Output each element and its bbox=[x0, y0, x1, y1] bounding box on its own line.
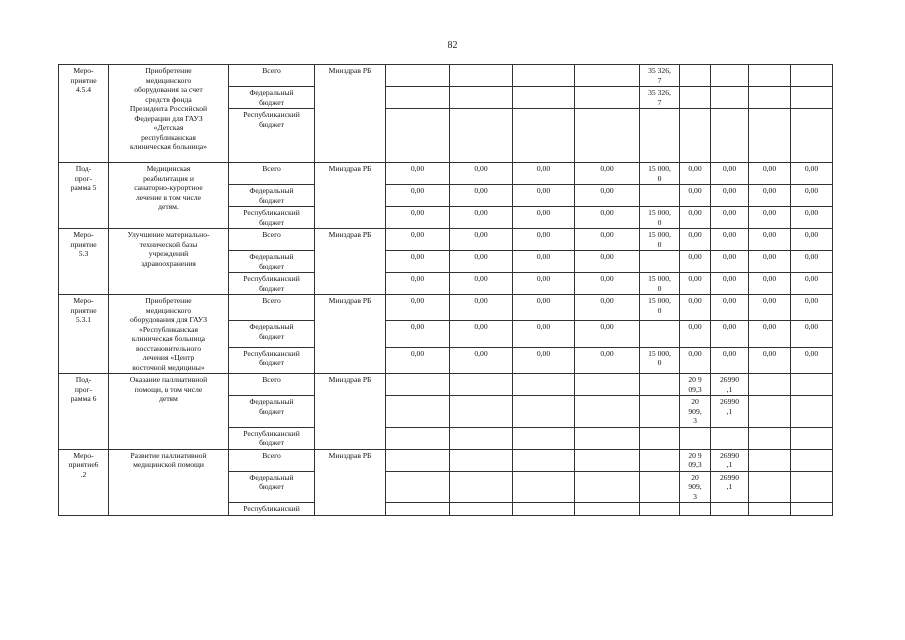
value-cell: 0,00 bbox=[450, 163, 513, 185]
value-cell bbox=[640, 503, 680, 516]
value-cell: 0,00 bbox=[450, 207, 513, 229]
executor: Минздрав РБ bbox=[315, 374, 386, 450]
funding-source: Всего bbox=[229, 229, 315, 251]
value-cell: 20 909, 3 bbox=[680, 396, 711, 428]
value-cell: 0,00 bbox=[450, 295, 513, 321]
value-cell bbox=[386, 471, 450, 503]
value-cell: 0,00 bbox=[680, 207, 711, 229]
item-code: Под- прог- рамма 6 bbox=[59, 374, 109, 450]
funding-source: Республиканский бюджет bbox=[229, 273, 315, 295]
value-cell bbox=[513, 109, 575, 163]
value-cell bbox=[749, 65, 791, 87]
value-cell bbox=[386, 87, 450, 109]
value-cell: 0,00 bbox=[680, 163, 711, 185]
value-cell: 0,00 bbox=[711, 347, 749, 373]
value-cell: 0,00 bbox=[386, 229, 450, 251]
value-cell: 15 000, 0 bbox=[640, 295, 680, 321]
value-cell: 0,00 bbox=[711, 229, 749, 251]
funding-source: Всего bbox=[229, 374, 315, 396]
value-cell bbox=[450, 503, 513, 516]
value-cell: 0,00 bbox=[513, 163, 575, 185]
value-cell: 0,00 bbox=[749, 229, 791, 251]
value-cell: 15 000, 0 bbox=[640, 229, 680, 251]
value-cell: 0,00 bbox=[513, 207, 575, 229]
funding-source: Федеральный бюджет bbox=[229, 471, 315, 503]
funding-source: Республиканский bbox=[229, 503, 315, 516]
table-row bbox=[59, 163, 833, 185]
value-cell bbox=[450, 87, 513, 109]
table-row bbox=[59, 374, 833, 396]
value-cell: 26990 ,1 bbox=[711, 374, 749, 396]
item-code: Меро- приятие 5.3.1 bbox=[59, 295, 109, 374]
value-cell bbox=[575, 427, 640, 449]
value-cell: 0,00 bbox=[711, 321, 749, 347]
value-cell: 20 9 09,3 bbox=[680, 449, 711, 471]
value-cell bbox=[386, 427, 450, 449]
value-cell bbox=[386, 65, 450, 87]
value-cell: 0,00 bbox=[749, 273, 791, 295]
value-cell: 0,00 bbox=[791, 163, 833, 185]
value-cell: 0,00 bbox=[513, 273, 575, 295]
funding-source: Федеральный бюджет bbox=[229, 251, 315, 273]
value-cell: 0,00 bbox=[513, 229, 575, 251]
value-cell: 0,00 bbox=[386, 207, 450, 229]
value-cell bbox=[513, 65, 575, 87]
value-cell bbox=[749, 503, 791, 516]
executor: Минздрав РБ bbox=[315, 65, 386, 163]
value-cell: 0,00 bbox=[575, 273, 640, 295]
value-cell bbox=[640, 471, 680, 503]
value-cell bbox=[749, 87, 791, 109]
value-cell: 0,00 bbox=[680, 273, 711, 295]
value-cell: 0,00 bbox=[450, 251, 513, 273]
value-cell bbox=[450, 374, 513, 396]
funding-source: Федеральный бюджет bbox=[229, 185, 315, 207]
value-cell: 0,00 bbox=[791, 347, 833, 373]
item-name: Улучшение материально- технической базы учреждений здравоохранения bbox=[109, 229, 229, 295]
executor: Минздрав РБ bbox=[315, 449, 386, 515]
value-cell: 0,00 bbox=[386, 185, 450, 207]
value-cell bbox=[791, 87, 833, 109]
value-cell: 0,00 bbox=[680, 229, 711, 251]
value-cell bbox=[386, 449, 450, 471]
value-cell bbox=[640, 396, 680, 428]
value-cell bbox=[791, 109, 833, 163]
executor: Минздрав РБ bbox=[315, 163, 386, 229]
value-cell: 0,00 bbox=[749, 295, 791, 321]
value-cell bbox=[791, 471, 833, 503]
value-cell bbox=[791, 503, 833, 516]
value-cell bbox=[513, 471, 575, 503]
value-cell: 0,00 bbox=[386, 163, 450, 185]
value-cell bbox=[575, 109, 640, 163]
value-cell: 0,00 bbox=[513, 347, 575, 373]
value-cell bbox=[711, 65, 749, 87]
value-cell bbox=[749, 471, 791, 503]
value-cell: 0,00 bbox=[791, 321, 833, 347]
value-cell bbox=[386, 374, 450, 396]
value-cell bbox=[680, 109, 711, 163]
value-cell: 20 909, 3 bbox=[680, 471, 711, 503]
item-name: Оказание паллиативной помощи, в том числе детям bbox=[109, 374, 229, 450]
value-cell bbox=[640, 427, 680, 449]
value-cell bbox=[791, 449, 833, 471]
value-cell bbox=[680, 87, 711, 109]
funding-source: Федеральный бюджет bbox=[229, 87, 315, 109]
value-cell: 0,00 bbox=[749, 347, 791, 373]
value-cell: 0,00 bbox=[749, 163, 791, 185]
funding-source: Республиканский бюджет bbox=[229, 347, 315, 373]
value-cell bbox=[450, 449, 513, 471]
value-cell: 0,00 bbox=[575, 163, 640, 185]
value-cell: 15 000, 0 bbox=[640, 207, 680, 229]
value-cell bbox=[680, 65, 711, 87]
value-cell bbox=[640, 374, 680, 396]
value-cell: 0,00 bbox=[711, 185, 749, 207]
value-cell: 0,00 bbox=[711, 207, 749, 229]
value-cell bbox=[386, 396, 450, 428]
item-code: Меро- приятие6 .2 bbox=[59, 449, 109, 515]
table-row bbox=[59, 295, 833, 321]
value-cell bbox=[791, 374, 833, 396]
value-cell: 0,00 bbox=[680, 295, 711, 321]
value-cell bbox=[680, 503, 711, 516]
item-name: Медицинская реабилитация и санаторно-курортное лечение в том числе детям. bbox=[109, 163, 229, 229]
value-cell bbox=[791, 396, 833, 428]
value-cell bbox=[450, 427, 513, 449]
value-cell: 0,00 bbox=[575, 229, 640, 251]
value-cell: 0,00 bbox=[711, 273, 749, 295]
value-cell bbox=[749, 427, 791, 449]
funding-source: Всего bbox=[229, 65, 315, 87]
funding-source: Республиканский бюджет bbox=[229, 427, 315, 449]
value-cell bbox=[450, 396, 513, 428]
value-cell: 0,00 bbox=[450, 321, 513, 347]
item-name: Приобретение медицинского оборудования за счет средств фонда Президента Российской Федерации для ГАУЗ «Детская республиканская клиническая больница» bbox=[109, 65, 229, 163]
table-body bbox=[59, 65, 833, 516]
value-cell bbox=[575, 449, 640, 471]
budget-table bbox=[58, 64, 833, 516]
value-cell: 0,00 bbox=[749, 321, 791, 347]
value-cell bbox=[575, 87, 640, 109]
value-cell bbox=[640, 185, 680, 207]
value-cell bbox=[711, 503, 749, 516]
value-cell: 0,00 bbox=[450, 347, 513, 373]
value-cell: 0,00 bbox=[749, 185, 791, 207]
funding-source: Республиканский бюджет bbox=[229, 109, 315, 163]
table-row bbox=[59, 229, 833, 251]
value-cell bbox=[640, 109, 680, 163]
value-cell bbox=[575, 374, 640, 396]
value-cell: 0,00 bbox=[680, 251, 711, 273]
value-cell: 26990 ,1 bbox=[711, 449, 749, 471]
value-cell: 0,00 bbox=[711, 295, 749, 321]
value-cell bbox=[513, 87, 575, 109]
funding-source: Республиканский бюджет bbox=[229, 207, 315, 229]
value-cell bbox=[640, 251, 680, 273]
value-cell: 0,00 bbox=[513, 295, 575, 321]
value-cell: 26990 ,1 bbox=[711, 471, 749, 503]
value-cell: 0,00 bbox=[575, 251, 640, 273]
item-name: Развитие паллиативной медицинской помощи bbox=[109, 449, 229, 515]
value-cell: 0,00 bbox=[513, 321, 575, 347]
value-cell bbox=[791, 65, 833, 87]
value-cell bbox=[640, 321, 680, 347]
value-cell: 15 000, 0 bbox=[640, 273, 680, 295]
value-cell: 0,00 bbox=[386, 273, 450, 295]
value-cell: 0,00 bbox=[575, 295, 640, 321]
value-cell: 0,00 bbox=[386, 251, 450, 273]
value-cell bbox=[749, 374, 791, 396]
value-cell: 0,00 bbox=[386, 347, 450, 373]
value-cell: 0,00 bbox=[513, 185, 575, 207]
funding-source: Всего bbox=[229, 295, 315, 321]
value-cell bbox=[450, 109, 513, 163]
executor: Минздрав РБ bbox=[315, 295, 386, 374]
value-cell: 20 9 09,3 bbox=[680, 374, 711, 396]
funding-source: Федеральный бюджет bbox=[229, 321, 315, 347]
value-cell bbox=[711, 427, 749, 449]
item-code: Меро- приятие 4.5.4 bbox=[59, 65, 109, 163]
value-cell bbox=[749, 396, 791, 428]
value-cell: 0,00 bbox=[575, 347, 640, 373]
value-cell: 0,00 bbox=[791, 229, 833, 251]
value-cell: 0,00 bbox=[791, 207, 833, 229]
value-cell bbox=[711, 87, 749, 109]
value-cell: 0,00 bbox=[575, 321, 640, 347]
value-cell: 0,00 bbox=[680, 321, 711, 347]
value-cell bbox=[386, 109, 450, 163]
value-cell bbox=[513, 503, 575, 516]
value-cell bbox=[711, 109, 749, 163]
value-cell bbox=[749, 109, 791, 163]
value-cell bbox=[386, 503, 450, 516]
value-cell bbox=[513, 427, 575, 449]
value-cell: 0,00 bbox=[575, 185, 640, 207]
table-row bbox=[59, 449, 833, 471]
value-cell: 15 000, 0 bbox=[640, 347, 680, 373]
value-cell: 0,00 bbox=[386, 295, 450, 321]
value-cell: 0,00 bbox=[450, 273, 513, 295]
value-cell bbox=[575, 65, 640, 87]
value-cell: 0,00 bbox=[749, 207, 791, 229]
funding-source: Всего bbox=[229, 163, 315, 185]
value-cell: 0,00 bbox=[450, 229, 513, 251]
value-cell bbox=[513, 449, 575, 471]
value-cell bbox=[513, 374, 575, 396]
value-cell bbox=[791, 427, 833, 449]
value-cell: 0,00 bbox=[680, 185, 711, 207]
value-cell bbox=[575, 396, 640, 428]
value-cell bbox=[575, 503, 640, 516]
value-cell: 35 326, 7 bbox=[640, 65, 680, 87]
value-cell: 26990 ,1 bbox=[711, 396, 749, 428]
value-cell: 0,00 bbox=[450, 185, 513, 207]
value-cell: 0,00 bbox=[386, 321, 450, 347]
value-cell: 0,00 bbox=[791, 251, 833, 273]
value-cell bbox=[749, 449, 791, 471]
executor: Минздрав РБ bbox=[315, 229, 386, 295]
table-row bbox=[59, 65, 833, 87]
page-number: 82 bbox=[447, 40, 458, 51]
value-cell bbox=[680, 427, 711, 449]
value-cell: 35 326, 7 bbox=[640, 87, 680, 109]
value-cell: 0,00 bbox=[791, 273, 833, 295]
value-cell: 0,00 bbox=[749, 251, 791, 273]
value-cell bbox=[450, 471, 513, 503]
value-cell bbox=[575, 471, 640, 503]
value-cell: 0,00 bbox=[711, 251, 749, 273]
value-cell bbox=[513, 396, 575, 428]
funding-source: Федеральный бюджет bbox=[229, 396, 315, 428]
item-name: Приобретение медицинского оборудования для ГАУЗ «Республиканская клиническая больница восстановительного лечения «Центр восточной медицины» bbox=[109, 295, 229, 374]
value-cell: 0,00 bbox=[575, 207, 640, 229]
value-cell: 0,00 bbox=[791, 295, 833, 321]
value-cell: 0,00 bbox=[680, 347, 711, 373]
value-cell: 0,00 bbox=[711, 163, 749, 185]
value-cell bbox=[640, 449, 680, 471]
value-cell: 0,00 bbox=[513, 251, 575, 273]
item-code: Меро- приятие 5.3 bbox=[59, 229, 109, 295]
item-code: Под- прог- рамма 5 bbox=[59, 163, 109, 229]
value-cell: 15 000, 0 bbox=[640, 163, 680, 185]
funding-source: Всего bbox=[229, 449, 315, 471]
value-cell bbox=[450, 65, 513, 87]
value-cell: 0,00 bbox=[791, 185, 833, 207]
